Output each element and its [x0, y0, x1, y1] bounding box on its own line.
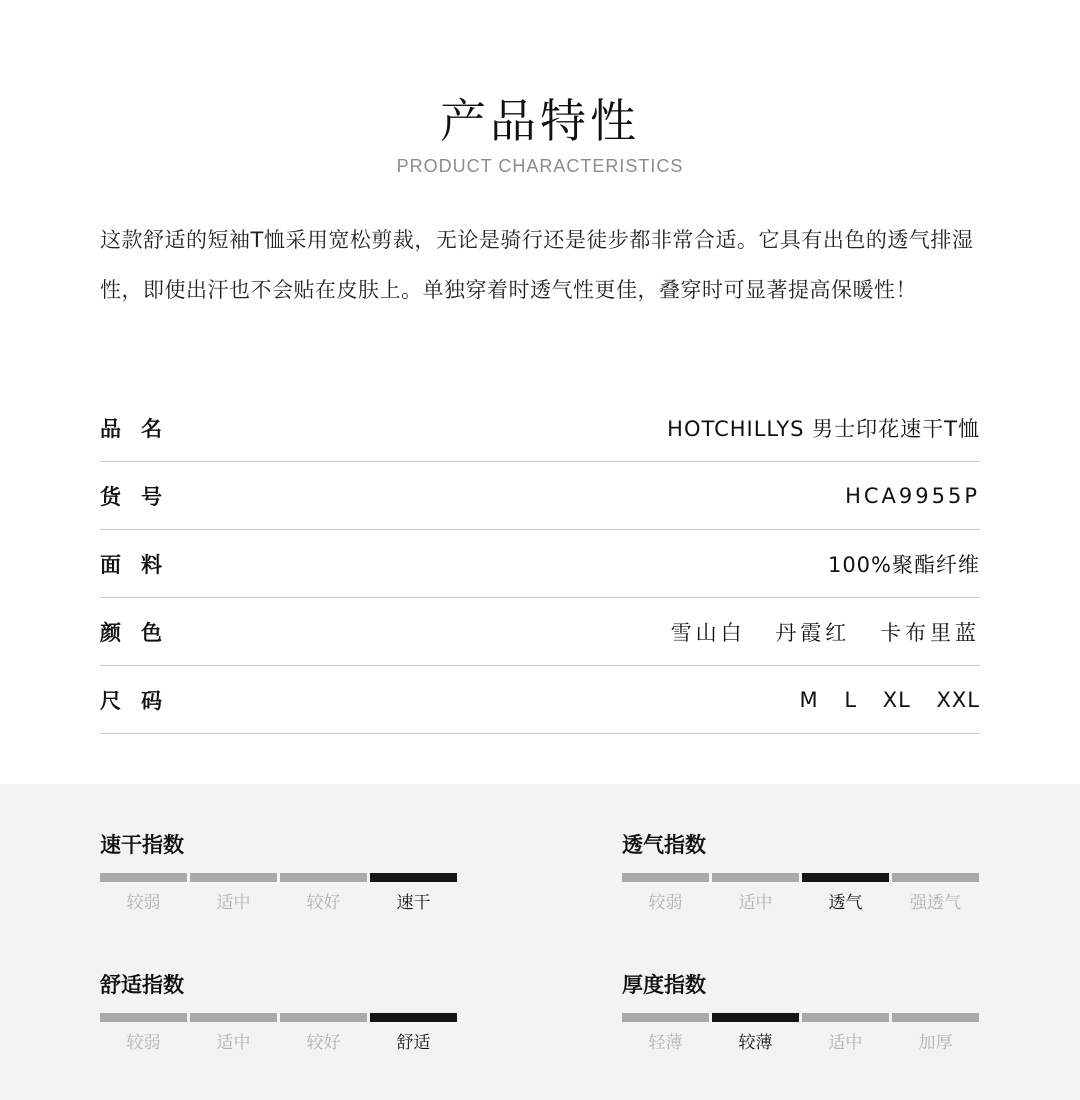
index-bar-segment — [892, 1013, 979, 1022]
size-option: XL — [882, 687, 911, 712]
index-bar-segment — [280, 873, 367, 882]
spec-label: 面料 — [100, 552, 182, 577]
index-level-label: 较好 — [306, 1033, 341, 1053]
index-level-label: 较弱 — [648, 893, 683, 913]
index-bars — [622, 1013, 982, 1022]
index-bar-segment — [370, 1013, 457, 1022]
index-labels — [100, 1028, 460, 1053]
index-bar-segment — [370, 873, 457, 882]
color-options — [671, 617, 980, 647]
spec-table — [100, 394, 980, 734]
index-level-label: 适中 — [738, 893, 773, 913]
product-description: 这款舒适的短袖T恤采用宽松剪裁，无论是骑行还是徒步都非常合适。它具有出色的透气排湿性，即使出汗也不会贴在皮肤上。单独穿着时透气性更佳，叠穿时可显著提高保暖性！ — [100, 228, 974, 302]
index-level-label: 适中 — [828, 1033, 863, 1053]
index-bars — [100, 1013, 460, 1022]
comfort-index — [100, 970, 460, 1053]
spec-label: 尺码 — [100, 688, 182, 713]
index-level-label: 较弱 — [126, 893, 161, 913]
index-bars — [622, 873, 982, 882]
index-labels — [100, 888, 460, 913]
spec-value: HCA9955P — [845, 483, 980, 508]
spec-label: 货号 — [100, 484, 182, 509]
spec-row-sku — [100, 462, 980, 530]
color-option: 卡布里蓝 — [880, 620, 980, 645]
spec-row-fabric — [100, 530, 980, 598]
index-level-label: 较好 — [306, 893, 341, 913]
page-subtitle: PRODUCT CHARACTERISTICS — [396, 156, 684, 176]
index-level-label: 速干 — [396, 893, 431, 913]
index-level-label: 较薄 — [738, 1033, 773, 1053]
index-bar-segment — [802, 1013, 889, 1022]
index-bar-segment — [802, 873, 889, 882]
index-level-label: 强透气 — [910, 893, 961, 913]
quick-dry-index — [100, 830, 460, 913]
index-bars — [100, 873, 460, 882]
size-option: L — [844, 687, 858, 712]
spec-label: 颜色 — [100, 620, 182, 645]
index-bar-segment — [622, 1013, 709, 1022]
index-bar-segment — [190, 873, 277, 882]
index-bar-segment — [280, 1013, 367, 1022]
index-bar-segment — [622, 873, 709, 882]
size-option: M — [799, 687, 819, 712]
index-bar-segment — [892, 873, 979, 882]
spec-value: HOTCHILLYS 男士印花速干T恤 — [667, 416, 980, 441]
spec-row-sizes — [100, 666, 980, 734]
index-level-label: 轻薄 — [648, 1033, 683, 1053]
index-title: 厚度指数 — [622, 973, 706, 997]
index-labels — [622, 888, 982, 913]
index-level-label: 适中 — [216, 1033, 251, 1053]
index-level-label: 适中 — [216, 893, 251, 913]
index-level-label: 较弱 — [126, 1033, 161, 1053]
breathability-index — [622, 830, 982, 913]
spec-label: 品名 — [100, 416, 182, 441]
thickness-index — [622, 970, 982, 1053]
color-option: 雪山白 — [670, 620, 746, 645]
index-bar-segment — [100, 1013, 187, 1022]
index-bar-segment — [712, 1013, 799, 1022]
index-bar-segment — [100, 873, 187, 882]
spec-row-name — [100, 394, 980, 462]
index-labels — [622, 1028, 982, 1053]
size-options — [800, 688, 980, 712]
index-title: 速干指数 — [100, 833, 184, 857]
index-level-label: 加厚 — [918, 1033, 953, 1053]
index-bar-segment — [190, 1013, 277, 1022]
index-bar-segment — [712, 873, 799, 882]
spec-row-colors — [100, 598, 980, 666]
index-section — [0, 784, 1080, 1100]
index-title: 舒适指数 — [100, 973, 184, 997]
spec-value: 100%聚酯纤维 — [827, 552, 980, 577]
page-title: 产品特性 — [440, 94, 640, 148]
section-header — [0, 92, 1080, 177]
index-level-label: 舒适 — [396, 1033, 431, 1053]
color-option: 丹霞红 — [775, 620, 851, 645]
index-level-label: 透气 — [828, 893, 863, 913]
index-title: 透气指数 — [622, 833, 706, 857]
size-option: XXL — [936, 687, 980, 712]
